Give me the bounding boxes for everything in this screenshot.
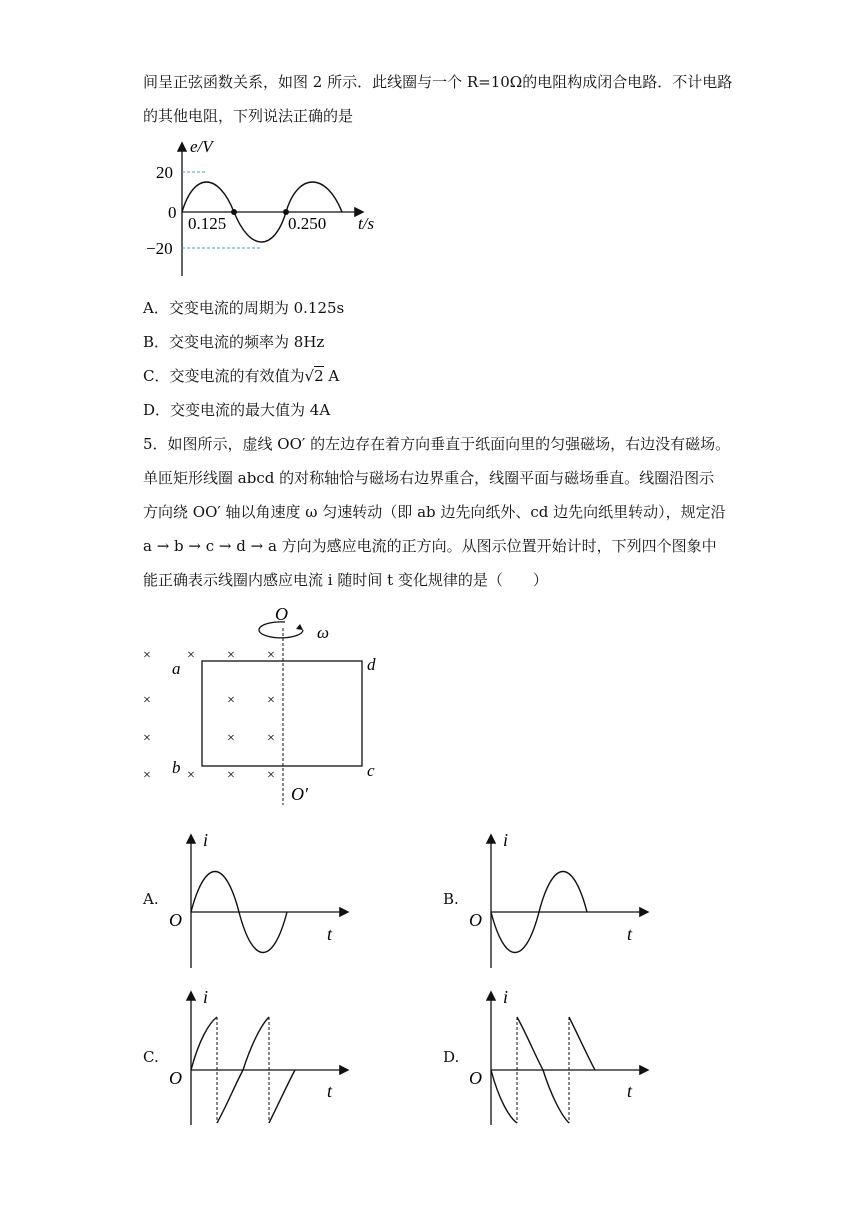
choice-c-ylabel: i <box>203 987 209 1007</box>
option-d[interactable] <box>143 400 330 420</box>
option-b-letter: B． <box>143 333 170 351</box>
choice-c-origin: O <box>169 1068 182 1088</box>
choice-d-ylabel: i <box>503 987 509 1007</box>
q4-et-graph <box>140 136 400 286</box>
origin-label: 0 <box>168 203 177 222</box>
coil-diagram <box>135 600 395 810</box>
omega-label: ω <box>317 623 330 642</box>
field-cross-mark: × <box>227 731 235 746</box>
field-cross-mark: × <box>143 693 151 708</box>
coil-rect <box>202 661 362 766</box>
field-cross-mark: × <box>187 648 195 663</box>
choice-d-letter[interactable]: D. <box>443 1048 460 1066</box>
option-b-text: 交变电流的频率为 8Hz <box>169 333 325 351</box>
field-cross-mark: × <box>143 731 151 746</box>
corner-b: b <box>172 758 181 777</box>
field-cross-mark: × <box>267 648 275 663</box>
choice-b-letter[interactable]: B. <box>443 890 459 908</box>
choice-a-xlabel: t <box>327 924 333 944</box>
option-a-letter: A． <box>143 299 169 317</box>
q4-text-line-2: 的其他电阻，下列说法正确的是 <box>143 107 354 125</box>
choice-a-graph[interactable] <box>165 828 355 973</box>
option-a[interactable] <box>143 298 344 318</box>
q4-text-line-1: 间呈正弦函数关系，如图 2 所示．此线圈与一个 R=10Ω的电阻构成闭合电路．不计电路 <box>143 73 733 91</box>
magnetic-field-crosses <box>143 648 275 783</box>
field-cross-mark: × <box>187 768 195 783</box>
option-a-text: 交变电流的周期为 0.125s <box>168 299 345 317</box>
x-tick-0125: 0.125 <box>188 214 227 233</box>
x-tick-0250: 0.250 <box>288 214 327 233</box>
q5-text-line-1: 5．如图所示，虚线 OO′ 的左边存在着方向垂直于纸面向里的匀强磁场，右边没有磁场。 <box>143 435 731 453</box>
choice-b-ylabel: i <box>503 830 509 850</box>
field-cross-mark: × <box>143 648 151 663</box>
axis-top-label: O <box>275 604 288 624</box>
option-d-letter: D． <box>143 401 171 419</box>
choice-c-graph[interactable] <box>165 985 355 1130</box>
choice-b-origin: O <box>469 910 482 930</box>
choice-d-xlabel: t <box>627 1081 633 1101</box>
field-cross-mark: × <box>267 693 275 708</box>
sqrt-symbol: √2 <box>304 367 324 385</box>
field-cross-mark: × <box>227 693 235 708</box>
choice-b-graph[interactable] <box>465 828 655 973</box>
y-tick-20: 20 <box>156 163 173 182</box>
corner-a: a <box>172 659 181 678</box>
option-c-unit: A <box>323 367 340 385</box>
choice-a-origin: O <box>169 910 182 930</box>
field-cross-mark: × <box>267 768 275 783</box>
corner-c: c <box>367 761 375 780</box>
q5-text-line-2: 单匝矩形线圈 abcd 的对称轴恰与磁场右边界重合，线圈平面与磁场垂直。线圈沿图示 <box>143 469 715 487</box>
corner-d: d <box>367 655 376 674</box>
option-c-letter: C． <box>143 367 170 385</box>
option-b[interactable] <box>143 332 324 352</box>
choice-a-letter[interactable]: A. <box>143 890 159 908</box>
field-cross-mark: × <box>267 731 275 746</box>
choice-a-ylabel: i <box>203 830 209 850</box>
option-d-text: 交变电流的最大值为 4A <box>170 401 331 419</box>
field-cross-mark: × <box>227 648 235 663</box>
choice-d-origin: O <box>469 1068 482 1088</box>
option-c-text: 交变电流的有效值为 <box>169 367 305 385</box>
q5-text-line-5: 能正确表示线圈内感应电流 i 随时间 t 变化规律的是（ ） <box>143 571 548 589</box>
rotation-arrow <box>259 622 303 638</box>
choice-d-graph[interactable] <box>465 985 655 1130</box>
choice-b-xlabel: t <box>627 924 633 944</box>
option-c[interactable] <box>143 366 339 386</box>
x-axis-label: t/s <box>358 214 375 233</box>
choice-c-letter[interactable]: C. <box>143 1048 159 1066</box>
y-axis-label: e/V <box>190 137 213 156</box>
field-cross-mark: × <box>143 768 151 783</box>
field-cross-mark: × <box>227 768 235 783</box>
choice-c-xlabel: t <box>327 1081 333 1101</box>
q5-text-line-4: a → b → c → d → a 方向为感应电流的正方向。从图示位置开始计时，下列四个图象中 <box>143 537 717 555</box>
axis-bottom-label: O′ <box>291 784 308 804</box>
sqrt-radicand: 2 <box>314 367 324 385</box>
y-tick-neg20: −20 <box>146 239 173 258</box>
q5-text-line-3: 方向绕 OO′ 轴以角速度 ω 匀速转动（即 ab 边先向纸外、cd 边先向纸里转动），规定沿 <box>143 503 726 521</box>
zero-point-1 <box>231 209 237 215</box>
